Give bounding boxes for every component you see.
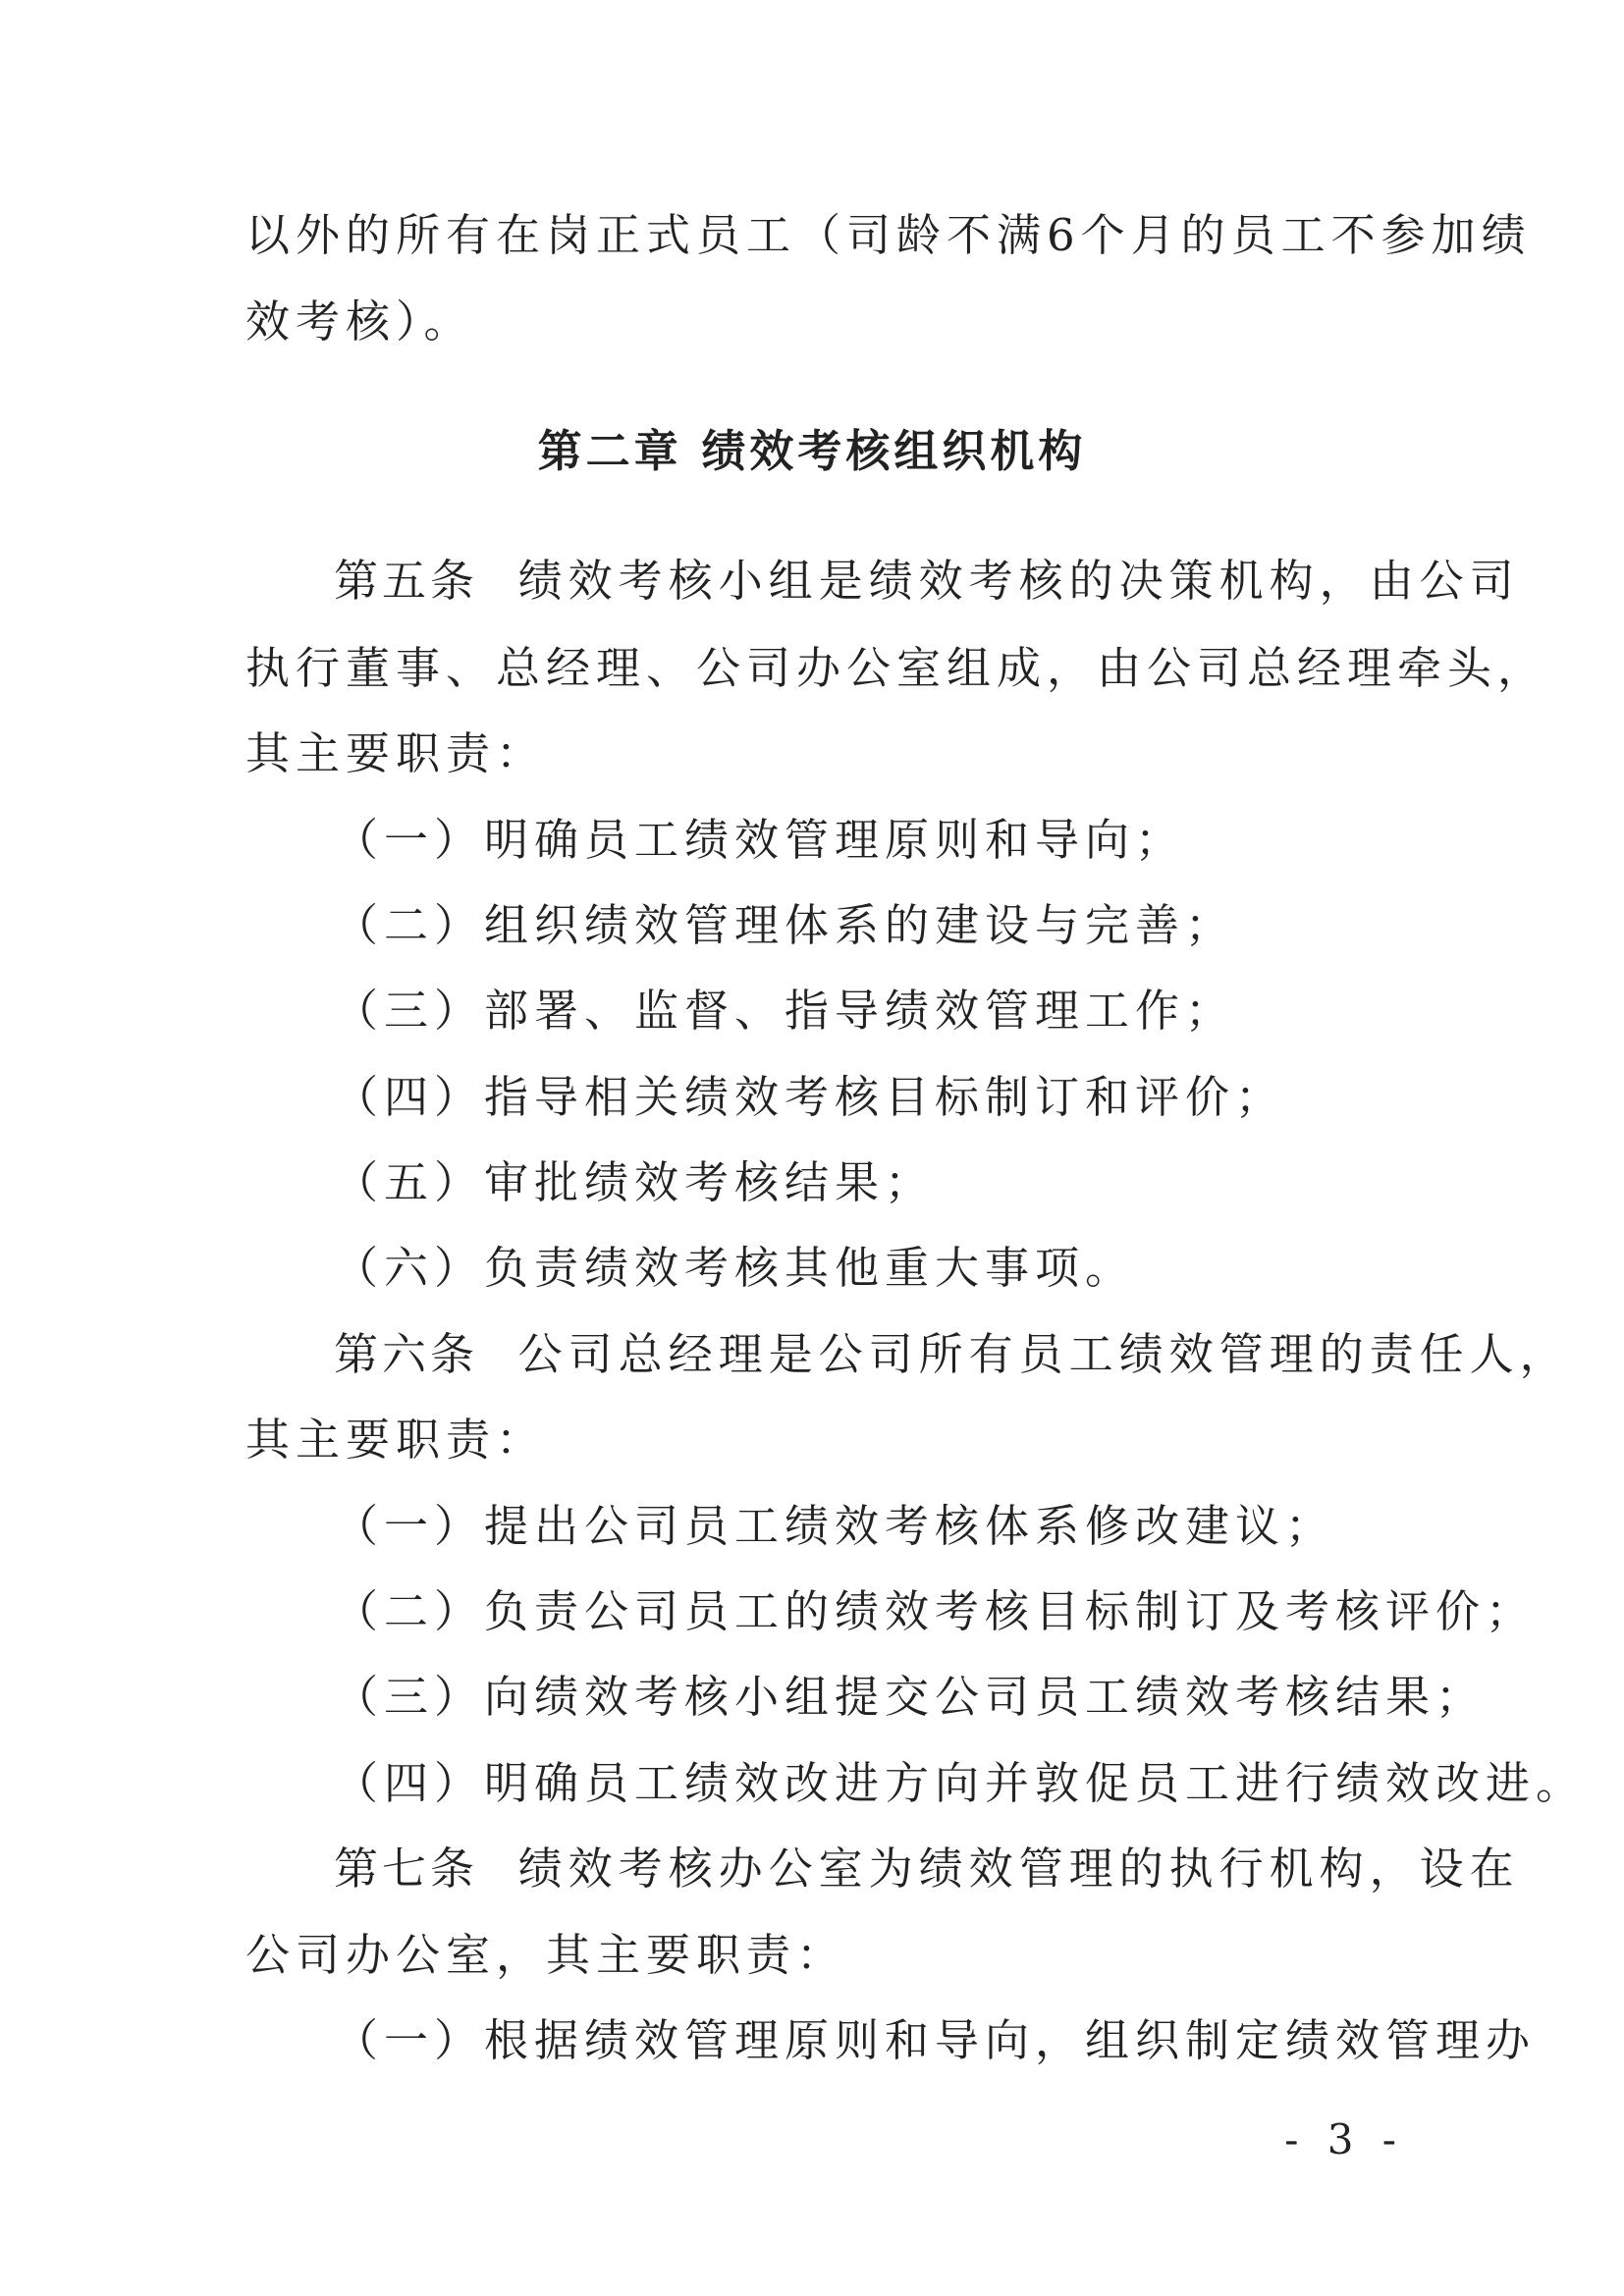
article-5-item-3: （三）部署、监督、指导绩效管理工作； bbox=[334, 985, 1236, 1037]
intro-line-2: 效考核）。 bbox=[245, 295, 474, 347]
article-7-item-1: （一）根据绩效管理原则和导向，组织制定绩效管理办 bbox=[334, 2014, 1537, 2066]
intro-line-1: 以外的所有在岗正式员工（司龄不满6个月的员工不参加绩 bbox=[245, 209, 1532, 261]
article-7-first-line bbox=[334, 1840, 1520, 1898]
chapter-title: 第二章 绩效考核组织机构 bbox=[537, 425, 1087, 477]
article-5-item-6: （六）负责绩效考核其他重大事项。 bbox=[334, 1242, 1136, 1294]
article-6-line-2: 其主要职责： bbox=[245, 1414, 547, 1466]
article-5-item-1: （一）明确员工绩效管理原则和导向； bbox=[334, 814, 1186, 866]
article-6-item-3: （三）向绩效考核小组提交公司员工绩效考核结果； bbox=[334, 1671, 1487, 1723]
article-6-item-4: （四）明确员工绩效改进方向并敦促员工进行绩效改进。 bbox=[334, 1757, 1587, 1809]
article-6-text: 公司总经理是公司所有员工绩效管理的责任人， bbox=[517, 1328, 1570, 1380]
article-6-first-line bbox=[334, 1325, 1570, 1384]
article-5-item-2: （二）组织绩效管理体系的建设与完善； bbox=[334, 899, 1236, 951]
article-5-label: 第五条 bbox=[334, 555, 479, 607]
article-6-item-1: （一）提出公司员工绩效考核体系修改建议； bbox=[334, 1500, 1336, 1552]
article-5-line-3: 其主要职责： bbox=[245, 727, 547, 779]
article-6-item-2: （二）负责公司员工的绩效考核目标制订及考核评价； bbox=[334, 1585, 1537, 1637]
article-7-line-2: 公司办公室，其主要职责： bbox=[245, 1929, 847, 1981]
article-7-text: 绩效考核办公室为绩效管理的执行机构，设在 bbox=[517, 1842, 1520, 1895]
article-5-line-2: 执行董事、总经理、公司办公室组成，由公司总经理牵头， bbox=[245, 642, 1548, 694]
article-5-item-4: （四）指导相关绩效考核目标制订和评价； bbox=[334, 1071, 1286, 1123]
article-7-label: 第七条 bbox=[334, 1842, 479, 1895]
article-6-label: 第六条 bbox=[334, 1328, 479, 1380]
article-5-first-line bbox=[334, 552, 1520, 611]
article-5-item-5: （五）审批绩效考核结果； bbox=[334, 1156, 936, 1208]
page-number: - 3 - bbox=[1284, 2115, 1404, 2163]
article-5-text: 绩效考核小组是绩效考核的决策机构，由公司 bbox=[517, 555, 1520, 607]
